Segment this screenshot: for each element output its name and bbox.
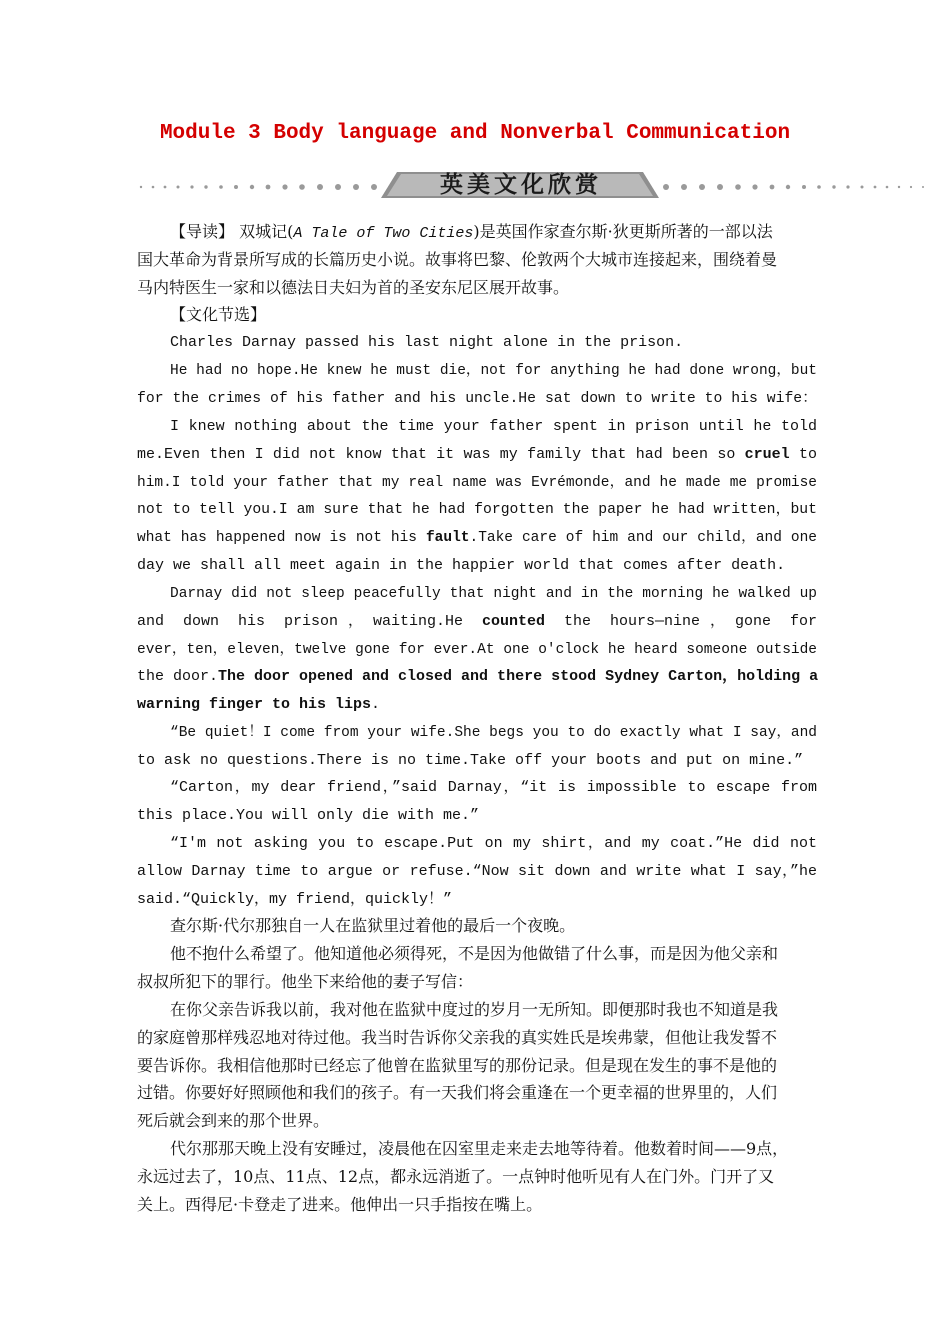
- en-line-09: day we shall all meet again in the happier world that comes after death.: [137, 557, 786, 574]
- en-line-05: me.Even then I did not know that it was my family that had been so cruel to: [137, 446, 817, 463]
- zh-line-03: 叔叔所犯下的罪行。他坐下来给他的妻子写信：: [137, 972, 474, 991]
- zh-line-01: 查尔斯·代尔那独自一人在监狱里过着他的最后一个夜晚。: [170, 916, 576, 935]
- keyword-cruel: cruel: [744, 446, 790, 463]
- en-line-15: “Be quiet！I come from your wife.She begs you to do exactly what I say，and: [170, 725, 817, 741]
- section-tag: 【文化节选】: [170, 305, 267, 324]
- en-line-20: allow Darnay time to argue or refuse.“Now sit down and write what I say，”he: [137, 863, 817, 880]
- en-line-16: to ask no questions.There is no time.Take off your boots and put on mine.”: [137, 752, 804, 769]
- en-line-02: He had no hope.He knew he must die，not for anything he had done wrong，but: [170, 363, 817, 379]
- en-line-21: said.“Quickly，my friend，quickly！”: [137, 891, 453, 908]
- zh-line-07: 过错。你要好好照顾他和我们的孩子。有一天我们将会重逢在一个更幸福的世界里的，人们: [137, 1083, 778, 1102]
- intro-line-1: 【导读】 双城记(A Tale of Two Cities)是英国作家查尔斯·狄更斯所著的一部以法: [170, 222, 773, 242]
- intro-line-3: 马内特医生一家和以德法日夫妇为首的圣安东尼区展开故事。: [137, 278, 570, 297]
- zh-line-05: 的家庭曾那样残忍地对待过他。我当时告诉你父亲我的真实姓氏是埃弗蒙，但他让我发誓不: [137, 1028, 778, 1047]
- en-line-07: not to tell you.I am sure that he had forgotten the paper he had written，but: [137, 502, 817, 518]
- en-line-04: I knew nothing about the time your father spent in prison until he told: [170, 418, 817, 435]
- en-line-13: the door.The door opened and closed and there stood Sydney Carton，holding a: [137, 668, 819, 685]
- page-title: Module 3 Body language and Nonverbal Communication: [159, 122, 791, 145]
- section-banner-label: 英美文化欣赏: [440, 172, 602, 198]
- en-line-10: Darnay did not sleep peacefully that night and in the morning he walked up: [170, 586, 817, 602]
- en-line-01: Charles Darnay passed his last night alone in the prison.: [170, 334, 684, 351]
- book-title: A Tale of Two Cities: [293, 225, 474, 242]
- en-line-11: and down his prison，waiting.He counted the hours—nine，gone for: [137, 613, 817, 630]
- en-line-08: what has happened now is not his fault.Take care of him and our child，and one: [137, 530, 818, 546]
- zh-line-04: 在你父亲告诉我以前，我对他在监狱中度过的岁月一无所知。即便那时我也不知道是我: [170, 1000, 779, 1019]
- highlight-sentence-1: The door opened and closed and there stood Sydney Carton，holding a: [218, 668, 819, 685]
- zh-line-10: 永远过去了，10点、11点、12点，都永远消逝了。一点钟时他听见有人在门外。门开了又: [137, 1167, 775, 1186]
- zh-line-11: 关上。西得尼·卡登走了进来。他伸出一只手指按在嘴上。: [137, 1195, 543, 1214]
- en-line-06: him.I told your father that my real name was Evrémonde，and he made me promise: [137, 475, 817, 491]
- en-line-14: warning finger to his lips.: [137, 696, 381, 713]
- zh-line-08: 死后就会到来的那个世界。: [137, 1111, 330, 1130]
- en-line-03: for the crimes of his father and his uncle.He sat down to write to his wife：: [137, 391, 817, 407]
- intro-line-2: 国大革命为背景所写成的长篇历史小说。故事将巴黎、伦敦两个大城市连接起来，围绕着曼: [137, 250, 778, 269]
- zh-line-09: 代尔那那天晚上没有安睡过，凌晨他在囚室里走来走去地等待着。他数着时间——9点，: [170, 1139, 789, 1158]
- en-line-18: this place.You will only die with me.”: [137, 807, 480, 824]
- en-line-12: ever，ten，eleven，twelve gone for ever.At one o'clock he heard someone outside: [137, 642, 817, 658]
- highlight-sentence-2: warning finger to his lips: [137, 696, 372, 713]
- keyword-fault: fault: [425, 530, 470, 546]
- zh-line-06: 要告诉你。我相信他那时已经忘了他曾在监狱里写的那份记录。但是现在发生的事不是他的: [137, 1056, 778, 1075]
- intro-tag: 【导读】: [170, 222, 235, 241]
- en-line-17: “Carton，my dear friend，”said Darnay，“it is impossible to escape from: [170, 779, 817, 796]
- en-line-19: “I'm not asking you to escape.Put on my shirt，and my coat.”He did not: [170, 835, 817, 852]
- zh-line-02: 他不抱什么希望了。他知道他必须得死，不是因为他做错了什么事，而是因为他父亲和: [170, 944, 779, 963]
- keyword-counted: counted: [481, 613, 545, 630]
